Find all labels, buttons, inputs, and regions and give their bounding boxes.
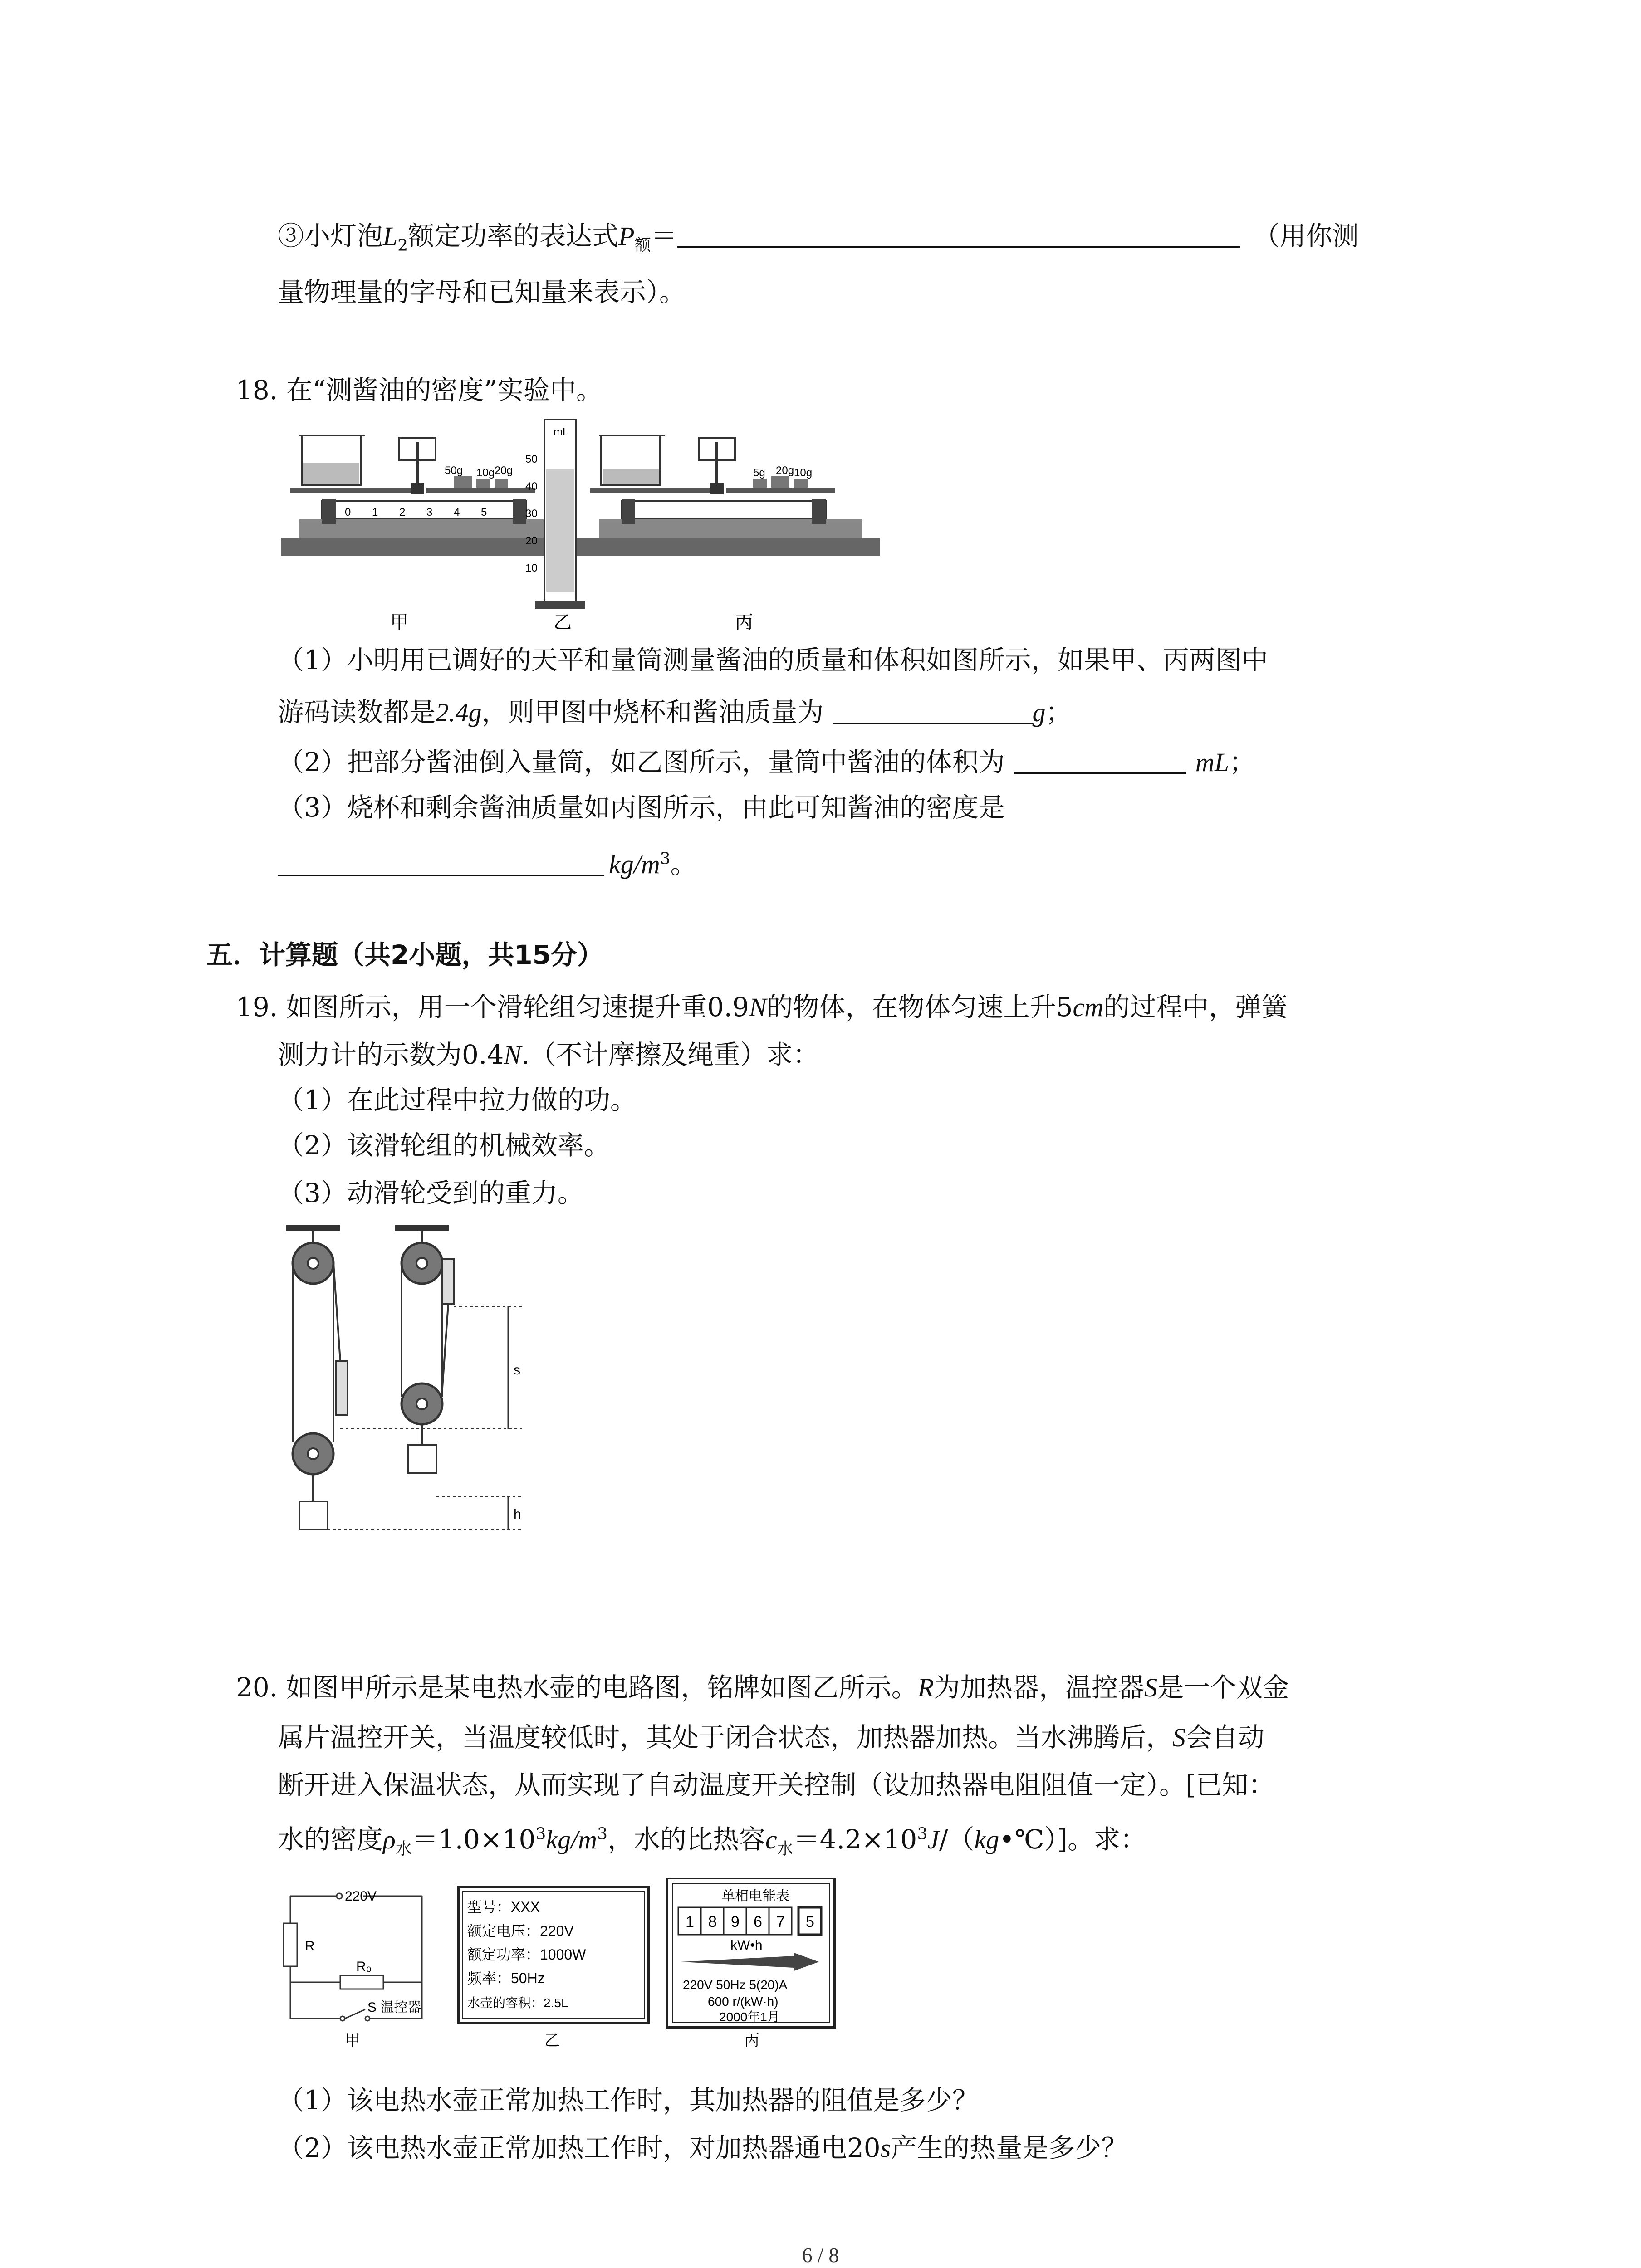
q20-line4 [278, 1821, 1146, 1858]
q19-question-3: （3）动滑轮受到的重力。 [278, 1178, 584, 1208]
unit: N [749, 992, 767, 1022]
scale-digit: 2 [399, 506, 406, 518]
sub: 水 [395, 1839, 412, 1858]
unit: s [880, 2133, 891, 2163]
meter-digit: 7 [776, 1913, 785, 1931]
scale-digit: 5 [481, 506, 487, 518]
cylinder-tick: 20 [525, 535, 538, 547]
label-R0: R₀ [356, 1959, 372, 1974]
cylinder-unit: mL [554, 426, 569, 438]
load-block [299, 1501, 328, 1530]
value: 20 [847, 2132, 881, 2163]
meter-spec: 600 r/(kW·h) [708, 1994, 779, 2009]
meter-digit: 6 [754, 1913, 762, 1931]
scale-digit: 1 [372, 506, 378, 518]
q18-part1-line2 [278, 694, 1072, 731]
sup: 3 [597, 1824, 607, 1843]
meter-unit: kW•h [730, 1938, 763, 1953]
cylinder-tick: 10 [525, 562, 538, 574]
answer-blank[interactable] [833, 723, 1033, 724]
meter-title: 单相电能表 [721, 1889, 789, 1904]
symbol-rho: ρ [383, 1825, 396, 1854]
graduated-cylinder [535, 420, 585, 609]
q20-text: /（ [939, 1824, 975, 1855]
sup: 3 [535, 1824, 546, 1843]
punct: ； [1045, 697, 1072, 728]
scale-digit: 0 [345, 506, 351, 518]
caption-bing: 丙 [735, 612, 753, 632]
resistor-R0 [340, 1975, 383, 1989]
q20-text: 属片温控开关，当温度较低时，其处于闭合状态，加热器加热。当水沸腾后， [278, 1722, 1173, 1753]
q20-text: 是一个双金 [1157, 1672, 1289, 1703]
resistor-R [284, 1923, 297, 1966]
label-switch: S 温控器 [367, 2000, 421, 2015]
sup: 3 [917, 1824, 928, 1843]
symbol-c: c [765, 1825, 777, 1854]
q18-text: 游码读数都是 [278, 697, 436, 728]
q18-part3-line2 [278, 846, 697, 883]
q17-text: （用你测 [1253, 220, 1359, 251]
q18-text: （2）把部分酱油倒入量筒，如乙图所示，量筒中酱油的体积为 [278, 747, 1005, 777]
meter-digit: 9 [731, 1913, 740, 1931]
scale-digit: 3 [426, 506, 433, 518]
q20-text: ＝1.0×10 [411, 1824, 536, 1855]
section-5-title: 五．计算题（共2小题，共15分） [206, 939, 604, 970]
ceiling [286, 1225, 340, 1231]
q20-figure [272, 1878, 889, 2050]
answer-blank[interactable] [1014, 772, 1186, 774]
load-block [408, 1445, 436, 1473]
cylinder-tick: 40 [525, 480, 538, 493]
q18-heading: 18. 在“测酱油的密度”实验中。 [236, 375, 603, 406]
label-R: R [305, 1939, 315, 1954]
q19-question-1: （1）在此过程中拉力做的功。 [278, 1085, 637, 1115]
unit: g [468, 698, 482, 727]
label-h: h [514, 1507, 521, 1522]
value: 2.4 [436, 698, 469, 727]
q19-text: 19. 如图所示，用一个滑轮组匀速提升重 [236, 992, 707, 1022]
value: 0.9 [707, 992, 749, 1022]
symbol-L-sub: 2 [397, 236, 408, 255]
q17-text: ③小灯泡 [278, 220, 383, 251]
meter-digit: 8 [708, 1913, 717, 1931]
unit: g [1032, 698, 1046, 727]
q20-line1 [236, 1669, 1289, 1706]
unit: J [927, 1825, 939, 1854]
q20-text: ，水的比热容 [607, 1824, 765, 1855]
caption-bing: 丙 [744, 2032, 759, 2049]
q20-question-2 [278, 2130, 1127, 2166]
q20-text: 产生的热量是多少？ [891, 2132, 1128, 2163]
circuit-voltage: 220V [345, 1889, 377, 1904]
q20-text: （2）该电热水壶正常加热工作时，对加热器通电 [278, 2132, 847, 2163]
meter-digit: 1 [686, 1913, 694, 1931]
weight-label: 20g [495, 464, 513, 477]
answer-blank[interactable] [278, 875, 604, 876]
q20-line3: 断开进入保温状态，从而实现了自动温度开关控制（设加热器电阻阻值一定）。[已知： [278, 1769, 1275, 1800]
nameplate-line: 频率：50Hz [467, 1970, 545, 1986]
q18-figure [277, 411, 880, 637]
q20-line2 [278, 1719, 1264, 1756]
q17-text: 额定功率的表达式 [408, 220, 619, 251]
sub: 水 [777, 1839, 794, 1858]
q17-part3-line2: 量物理量的字母和已知量来表示）。 [278, 277, 686, 308]
unit: kg/m [609, 850, 660, 879]
q20-text: 水的密度 [278, 1824, 383, 1855]
q20-text: 会自动 [1185, 1722, 1265, 1753]
q20-question-1: （1）该电热水壶正常加热工作时，其加热器的阻值是多少？ [278, 2085, 979, 2116]
weight-label: 5g [753, 467, 765, 479]
weight-label: 10g [794, 467, 813, 479]
label-s: s [514, 1363, 520, 1378]
q19-text: 的物体，在物体匀速上升 [766, 992, 1056, 1022]
q19-line1 [236, 989, 1288, 1026]
unit-sup: 3 [660, 849, 671, 868]
meter-spec: 2000年1月 [719, 2010, 780, 2024]
punct: ； [1229, 747, 1256, 777]
unit: cm [1073, 992, 1104, 1022]
scale-digit: 4 [454, 506, 460, 518]
nameplate-line: 额定电压：220V [467, 1923, 574, 1939]
equals-sign: ＝ [651, 220, 677, 251]
meter-digit-boxes [678, 1907, 821, 1935]
meter-spec: 220V 50Hz 5(20)A [683, 1978, 788, 1992]
punct: 。 [670, 849, 697, 880]
weight-label: 50g [445, 464, 463, 477]
unit: kg [974, 1825, 999, 1854]
q19-line2 [278, 1036, 819, 1073]
symbol-P: P [618, 221, 635, 251]
answer-blank[interactable] [677, 246, 1240, 248]
q19-text: 的过程中，弹簧 [1103, 992, 1288, 1022]
q18-part3-line1: （3）烧杯和剩余酱油质量如丙图所示，由此可知酱油的密度是 [278, 792, 1005, 823]
caption-yi: 乙 [544, 2032, 560, 2049]
spring-scale [336, 1361, 348, 1415]
symbol-R: R [917, 1673, 934, 1702]
meter-digit: 5 [806, 1913, 814, 1931]
unit: mL [1195, 748, 1230, 777]
q19-text: 测力计的示数为 [278, 1039, 462, 1070]
value: 0.4 [462, 1039, 504, 1070]
q19-text: .（不计摩擦及绳重）求： [521, 1039, 819, 1070]
spring-scale [442, 1259, 454, 1304]
weight-label: 10g [476, 467, 495, 479]
ceiling [395, 1225, 449, 1231]
nameplate-line: 型号：XXX [467, 1899, 540, 1915]
q18-text: ，则甲图中烧杯和酱油质量为 [481, 697, 824, 728]
cylinder-tick: 50 [525, 453, 538, 465]
symbol-P-sub: 额 [634, 236, 651, 255]
unit: N [504, 1040, 521, 1070]
weight-label: 20g [776, 464, 794, 477]
q19-question-2: （2）该滑轮组的机械效率。 [278, 1130, 610, 1161]
unit: kg/m [546, 1825, 598, 1854]
symbol-L: L [383, 221, 398, 251]
value: 5 [1056, 992, 1073, 1022]
q18-part1-line1: （1）小明用已调好的天平和量筒测量酱油的质量和体积如图所示，如果甲、丙两图中 [278, 645, 1268, 675]
caption-yi: 乙 [554, 612, 572, 632]
q20-text: •℃）]。求： [999, 1824, 1146, 1855]
q17-part3-line1 [278, 218, 1359, 254]
q20-text: 20. 如图甲所示是某电热水壶的电路图，铭牌如图乙所示。 [236, 1672, 918, 1703]
symbol-S: S [1144, 1673, 1158, 1702]
caption-jia: 甲 [390, 612, 408, 632]
pulley-figure [268, 1225, 531, 1542]
nameplate-line: 额定功率：1000W [467, 1946, 586, 1963]
q18-part2 [278, 744, 1255, 781]
cylinder-tick: 30 [525, 508, 538, 520]
balance-bing [581, 435, 880, 556]
caption-jia: 甲 [345, 2032, 360, 2049]
q20-text: 为加热器，温控器 [934, 1672, 1145, 1703]
symbol-S: S [1172, 1723, 1186, 1752]
page-number: 6 / 8 [802, 2244, 839, 2267]
q20-text: ＝4.2×10 [793, 1824, 917, 1855]
nameplate-line: 水壶的容积：2.5L [467, 1996, 568, 2010]
